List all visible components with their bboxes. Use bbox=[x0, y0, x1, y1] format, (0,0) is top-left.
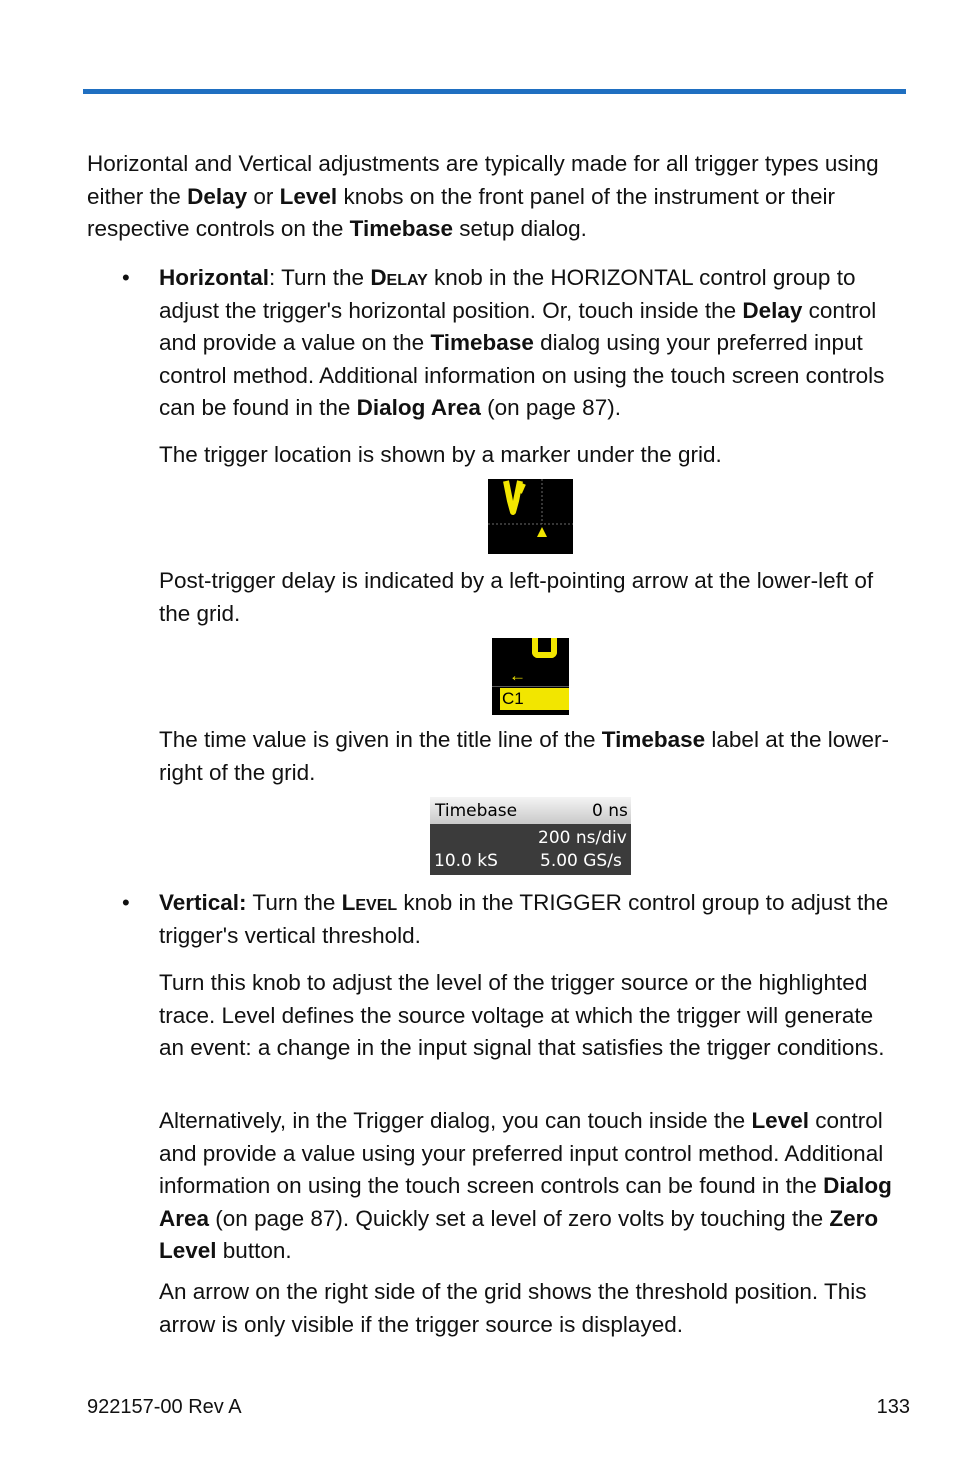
header-rule bbox=[83, 89, 906, 94]
timebase-delay: 0 ns bbox=[592, 801, 628, 821]
footer-doc-number: 922157-00 Rev A bbox=[87, 1396, 242, 1418]
post-trigger-paragraph: Post-trigger delay is indicated by a left-pointing arrow at the lower-left of the grid. bbox=[159, 568, 874, 626]
bullet-vertical: • bbox=[122, 890, 130, 915]
post-trigger-figure bbox=[492, 638, 569, 715]
timebase-title: Timebase bbox=[435, 801, 518, 821]
horizontal-paragraph: Horizontal: Turn the Delay knob in the HORIZONTAL control group to adjust the trigger's horizontal position. Or, touch inside the Delay control and provide a value on the Timebase dialog using your preferred input control method. Additional information on using the touch screen controls can be found in the Dialog Area (on page 87). bbox=[159, 265, 885, 420]
level-knob-paragraph: Turn this knob to adjust the level of the trigger source or the highlighted trace. Level defines the source voltage at which the trigger will generate an event: a change in the input signal that satisfies the trigger conditions. bbox=[159, 970, 885, 1060]
trigger-dialog-paragraph: Alternatively, in the Trigger dialog, you can touch inside the Level control and provide a value using your preferred input control method. Additional information on using the touch screen controls can be found in the Dialog Area (on page 87). Quickly set a level of zero volts by touching the Zero Level button. bbox=[159, 1108, 892, 1263]
timebase-samples: 10.0 kS bbox=[434, 851, 498, 871]
marker-paragraph: The trigger location is shown by a marker under the grid. bbox=[159, 442, 722, 467]
channel-label: C1 bbox=[500, 688, 569, 710]
timebase-per-div: 200 ns/div bbox=[538, 828, 627, 848]
threshold-arrow-paragraph: An arrow on the right side of the grid shows the threshold position. This arrow is only visible if the trigger source is displayed. bbox=[159, 1279, 867, 1337]
time-value-paragraph: The time value is given in the title line of the Timebase label at the lower-right of the grid. bbox=[159, 727, 890, 785]
bullet-horizontal: • bbox=[122, 265, 130, 290]
timebase-figure bbox=[430, 797, 631, 875]
left-arrow-icon: ← bbox=[509, 666, 526, 685]
footer-page-number: 133 bbox=[876, 1396, 910, 1418]
trigger-marker-figure bbox=[488, 479, 573, 554]
intro-paragraph: Horizontal and Vertical adjustments are typically made for all trigger types using either the Delay or Level knobs on the front panel of the instrument or their respective controls on the Timebase setup dialog. bbox=[87, 151, 879, 241]
timebase-rate: 5.00 GS/s bbox=[540, 851, 622, 871]
vertical-paragraph: Vertical: Turn the Level knob in the TRIGGER control group to adjust the trigger's vertical threshold. bbox=[159, 890, 889, 948]
